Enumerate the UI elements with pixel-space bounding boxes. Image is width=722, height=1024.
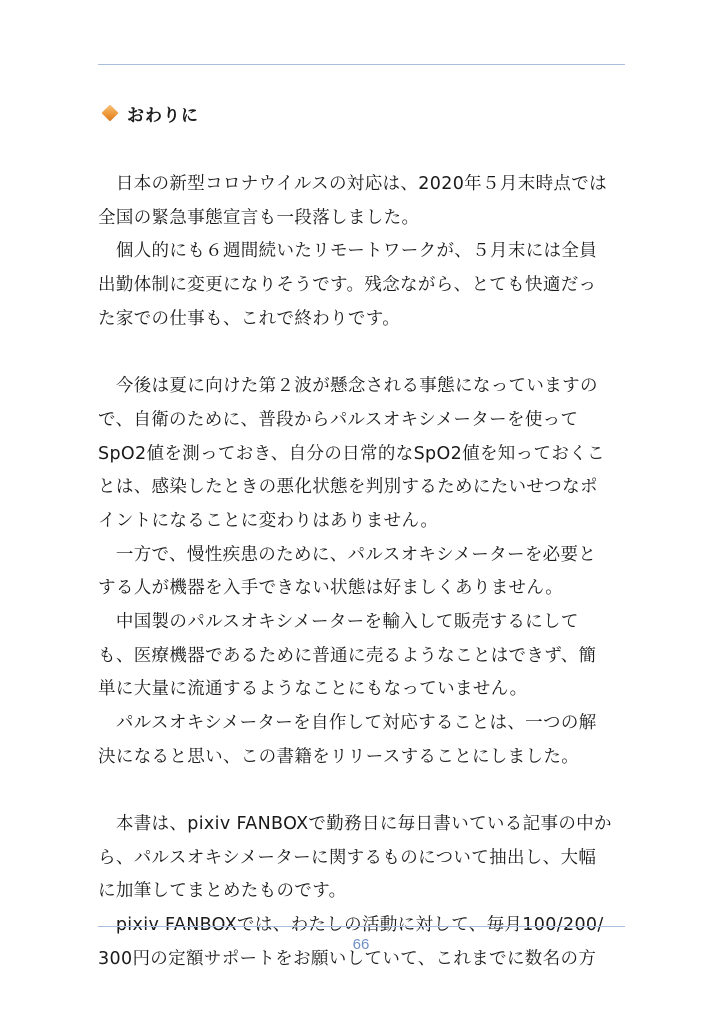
top-divider xyxy=(98,64,625,65)
paragraph-spacer xyxy=(98,336,628,370)
section-title: おわりに xyxy=(127,105,199,126)
text-line: 中国製のパルスオキシメーターを輸入して販売するにして xyxy=(98,611,579,632)
text-line: とは、感染したときの悪化状態を判別するためにたいせつなポ xyxy=(98,477,598,498)
text-line: も、医療機器であるために普通に売るようなことはできず、簡 xyxy=(98,645,597,666)
text-line: イントになることに変わりはありません。 xyxy=(98,510,439,531)
text-line: で、自衛のために、普段からパルスオキシメーターを使って xyxy=(98,409,579,430)
text-line: 個人的にも６週間続いたリモートワークが、５月末には全員 xyxy=(98,241,598,262)
text-line: た家での仕事も、これで終わりです。 xyxy=(98,308,401,329)
text-line: 日本の新型コロナウイルスの対応は、2020年５月末時点では xyxy=(98,174,607,194)
text-line: する人が機器を入手できない状態は好ましくありません。 xyxy=(98,578,564,599)
text-line: 本書は、pixiv FANBOXで勤務日に毎日書いている記事の中か xyxy=(98,814,612,835)
orange-diamond-icon xyxy=(102,105,119,122)
text-line: ら、パルスオキシメーターに関するものについて抽出し、大幅 xyxy=(98,847,597,868)
text-line: 全国の緊急事態宣言も一段落しました。 xyxy=(98,207,420,228)
text-line: pixiv FANBOXでは、わたしの活動に対して、毎月100/200/ xyxy=(98,915,604,936)
text-line: 単に大量に流通するようなことにもなっていません。 xyxy=(98,679,528,700)
text-line: SpO2値を測っておき、自分の日常的なSpO2値を知っておくこ xyxy=(98,443,605,464)
section-heading xyxy=(100,99,199,127)
text-line: 出勤体制に変更になりそうです。残念ながら、とても快適だっ xyxy=(98,275,597,296)
text-line: パルスオキシメーターを自作して対応することは、一つの解 xyxy=(98,713,597,733)
text-line: 今後は夏に向けた第２波が懸念される事態になっていますの xyxy=(98,376,598,397)
text-line: 決になると思い、この書籍をリリースすることにしました。 xyxy=(98,746,580,767)
bottom-divider xyxy=(98,926,625,927)
text-line: に加筆してまとめたものです。 xyxy=(98,881,347,902)
page-number: 66 xyxy=(352,936,370,953)
paragraph-spacer xyxy=(98,774,628,808)
text-line: 300円の定額サポートをお願いしていて、これまでに数名の方 xyxy=(98,948,597,969)
body-text xyxy=(98,168,628,977)
text-line: 一方で、慢性疾患のために、パルスオキシメーターを必要と xyxy=(98,544,597,565)
